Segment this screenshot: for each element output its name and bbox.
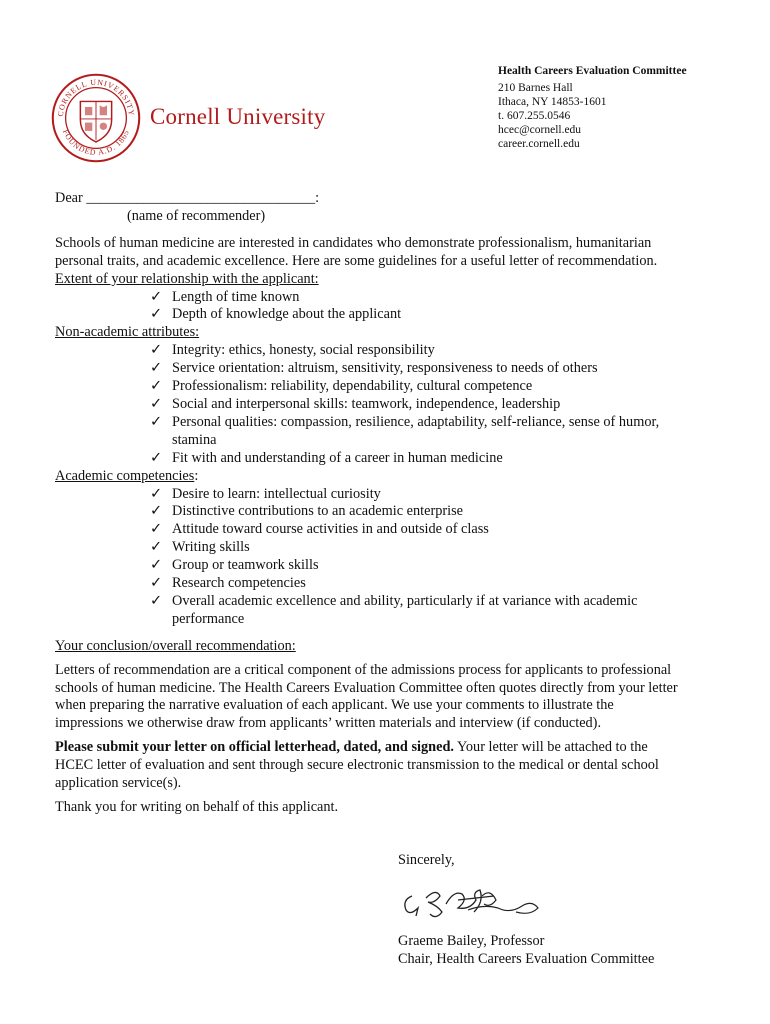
- list-item: ✓ Fit with and understanding of a career in human medicine: [150, 449, 503, 466]
- paragraph-line: Letters of recommendation are a critical component of the admissions process for applicants to professional: [55, 661, 672, 678]
- committee-name: Health Careers Evaluation Committee: [498, 65, 687, 77]
- closing: Sincerely,: [398, 852, 455, 868]
- submission-instructions: Please submit your letter on official letterhead, dated, and signed. Your letter will be attached to the: [55, 739, 648, 756]
- checkmark-icon: ✓: [150, 557, 162, 574]
- list-item-continuation: performance: [172, 610, 245, 627]
- list-item: ✓ Research competencies: [150, 575, 306, 592]
- checkmark-icon: ✓: [150, 395, 162, 412]
- checkmark-icon: ✓: [150, 575, 162, 592]
- signature-image: [398, 882, 543, 928]
- checkmark-icon: ✓: [150, 503, 162, 520]
- list-item: ✓ Length of time known: [150, 288, 300, 305]
- list-item: ✓ Professionalism: reliability, dependability, cultural competence: [150, 378, 533, 395]
- checkmark-icon: ✓: [150, 592, 162, 609]
- checkmark-icon: ✓: [150, 288, 162, 305]
- phone: t. 607.255.0546: [498, 110, 571, 122]
- cornell-seal-logo: [50, 72, 142, 164]
- section-academic-heading: Academic competencies:: [55, 467, 199, 484]
- section-nonacademic-heading: Non-academic attributes:: [55, 324, 200, 341]
- paragraph-line: HCEC letter of evaluation and sent through secure electronic transmission to the medical or dental school: [55, 757, 659, 774]
- svg-text:CORNELL UNIVERSITY: CORNELL UNIVERSITY: [55, 77, 137, 117]
- checkmark-icon: ✓: [150, 306, 162, 323]
- list-item: ✓ Attitude toward course activities in and outside of class: [150, 521, 489, 538]
- intro-line-2: personal traits, and academic excellence. Here are some guidelines for a useful letter of recommendation.: [55, 252, 658, 269]
- contact-block: [498, 64, 687, 151]
- checkmark-icon: ✓: [150, 413, 162, 430]
- list-item: ✓ Depth of knowledge about the applicant: [150, 306, 402, 323]
- checkmark-icon: ✓: [150, 485, 162, 502]
- paragraph-line: when preparing the narrative evaluation of each applicant. We use your comments to illustrate the: [55, 697, 614, 714]
- letter-body: [55, 190, 720, 817]
- recommender-hint: (name of recommender): [127, 207, 266, 224]
- signature-block: [398, 932, 654, 968]
- list-item: ✓ Group or teamwork skills: [150, 557, 319, 574]
- website-link[interactable]: career.cornell.edu: [498, 138, 580, 150]
- svg-text:FOUNDED A.D. 1865: FOUNDED A.D. 1865: [60, 128, 132, 157]
- thank-you-line: Thank you for writing on behalf of this applicant.: [55, 799, 339, 815]
- salutation: Dear ________________________________:: [55, 190, 320, 206]
- checkmark-icon: ✓: [150, 539, 162, 556]
- list-item: ✓ Integrity: ethics, honesty, social responsibility: [150, 342, 435, 359]
- list-item: ✓ Desire to learn: intellectual curiosity: [150, 485, 381, 502]
- list-item: ✓ Service orientation: altruism, sensitivity, responsiveness to needs of others: [150, 360, 598, 377]
- checkmark-icon: ✓: [150, 342, 162, 359]
- intro-line-1: Schools of human medicine are interested in candidates who demonstrate professionalism, humanitarian: [55, 234, 652, 251]
- signer-title: Chair, Health Careers Evaluation Committee: [398, 951, 655, 967]
- conclusion-heading: Your conclusion/overall recommendation:: [55, 637, 296, 654]
- checkmark-icon: ✓: [150, 378, 162, 395]
- section-relationship-heading: Extent of your relationship with the applicant:: [55, 270, 319, 287]
- list-item: ✓ Overall academic excellence and ability, particularly if at variance with academic: [150, 592, 638, 609]
- address-line-2: Ithaca, NY 14853-1601: [498, 96, 607, 108]
- list-item: ✓ Writing skills: [150, 539, 250, 556]
- list-item: ✓ Distinctive contributions to an academic enterprise: [150, 503, 464, 520]
- list-item-continuation: stamina: [172, 431, 217, 448]
- email-link[interactable]: hcec@cornell.edu: [498, 124, 582, 136]
- list-item: ✓ Social and interpersonal skills: teamwork, independence, leadership: [150, 395, 561, 412]
- checkmark-icon: ✓: [150, 360, 162, 377]
- paragraph-line: application service(s).: [55, 775, 182, 792]
- university-wordmark: Cornell University: [150, 104, 326, 129]
- signer-name: Graeme Bailey, Professor: [398, 933, 545, 949]
- paragraph-line: schools of human medicine. The Health Careers Evaluation Committee often quotes directly from your letter: [55, 679, 678, 696]
- checkmark-icon: ✓: [150, 521, 162, 538]
- list-item: ✓ Personal qualities: compassion, resilience, adaptability, self-reliance, sense of humor,: [150, 413, 660, 430]
- address-line-1: 210 Barnes Hall: [498, 82, 573, 94]
- paragraph-line: impressions we otherwise draw from applicants’ written materials and interview (if conducted).: [55, 715, 602, 732]
- checkmark-icon: ✓: [150, 449, 162, 466]
